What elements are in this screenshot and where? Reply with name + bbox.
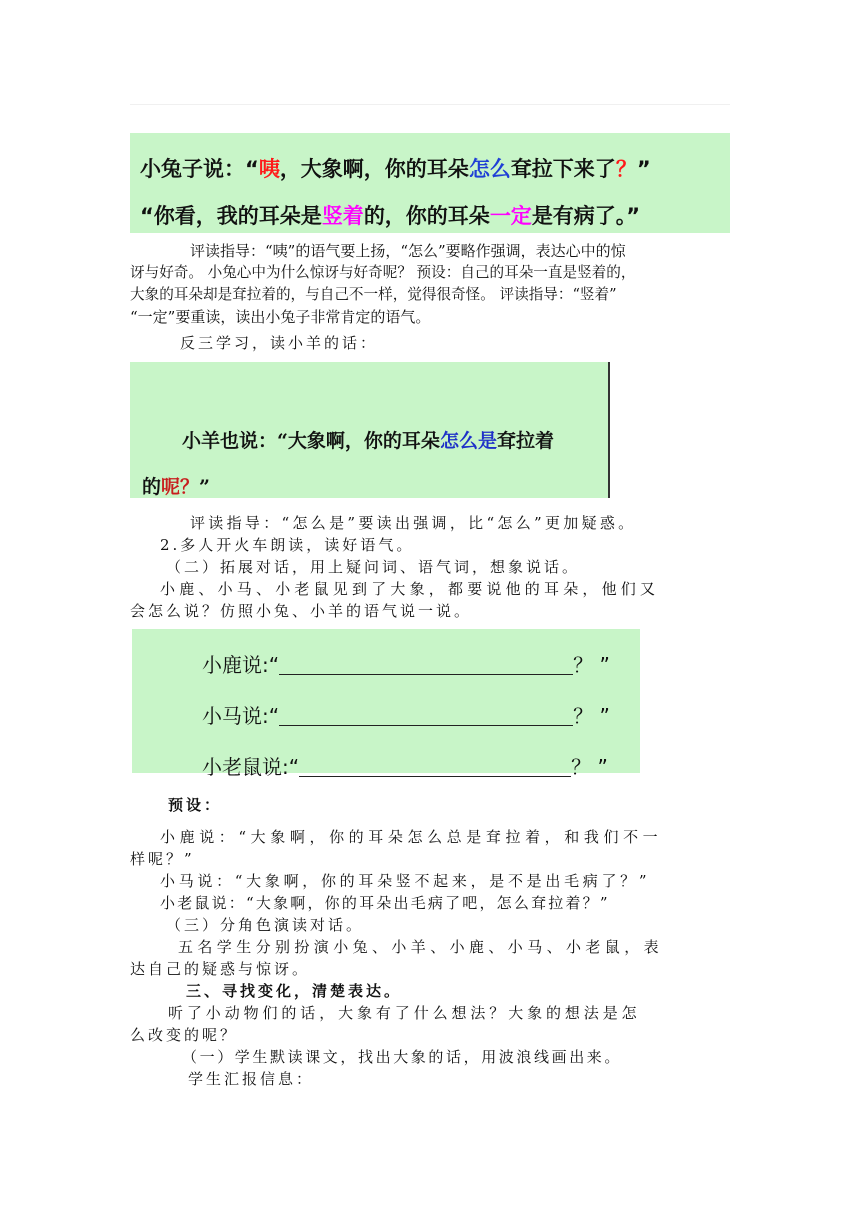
guidance-paragraph-2: 评读指导：“怎么是”要读出强调，比“怎么”更加疑惑。 2.多人开火车朗读，读好语气。 （二）拓展对话，用上疑问词、语气词，想象说话。 小鹿、小马、小老鼠见到了大象，都要说他的耳朵，他们又 会怎么说？仿照小兔、小羊的语气说一说。 xyxy=(130,514,660,620)
deer-line: 小鹿说:“ ？ ” xyxy=(202,653,610,677)
sheep-quote-line-1: 小羊也说：“大象啊，你的耳朵怎么是耷拉着 xyxy=(182,430,554,452)
rabbit-quote-line-2: “你看，我的耳朵是竖着的，你的耳朵一定是有病了。” xyxy=(140,204,641,228)
practice-intro: 反三学习，读小羊的话： xyxy=(180,334,379,352)
sheep-quote-line-2: 的呢？” xyxy=(142,476,210,498)
horse-line: 小马说:“ ？ ” xyxy=(202,704,610,728)
horse-blank xyxy=(279,707,573,726)
preset-heading: 预设： xyxy=(168,796,223,814)
deer-blank xyxy=(279,656,573,675)
fill-in-panel xyxy=(132,629,640,779)
sheep-quote-panel xyxy=(130,362,610,498)
rabbit-quote-panel xyxy=(130,133,730,233)
mouse-line: 小老鼠说:“ ？ ” xyxy=(202,755,608,779)
mouse-blank xyxy=(299,758,571,777)
preset-answers: 预设： 小鹿说：“大象啊，你的耳朵怎么总是耷拉着，和我们不一 样呢？” 小马说：“大象啊，你的耳朵竖不起来，是不是出毛病了？” 小老鼠说：“大象啊，你的耳朵出毛病了吧，怎么耷拉着？” （三）分角色演读对话。 五名学生分别扮演小兔、小羊、小鹿、小马、小老鼠，表 达自己的疑惑与惊讶。 三、寻找变化，清楚表达。 听了小动物们的话，大象有了什么想法？大象的想法是怎 么改变的呢？ （一）学生默读课文，找出大象的话，用波浪线画出来。 学生汇报信息： xyxy=(130,794,730,1090)
section-three-heading: 三、寻找变化，清楚表达。 xyxy=(186,982,403,1000)
top-rule xyxy=(130,104,730,105)
rabbit-quote-line-1: 小兔子说：“咦，大象啊，你的耳朵怎么耷拉下来了？” xyxy=(140,157,651,181)
guidance-paragraph-1: 评读指导：“咦”的语气要上扬，“怎么”要略作强调，表达心中的惊 讶与好奇。 小兔心中为什么惊讶与好奇呢？ 预设：自己的耳朵一直是竖着的， 大象的耳朵却是耷拉着的，与自己不一样，觉得很奇怪。 评读指导：“竖着” “一定”要重读，读出小兔子非常肯定的语气。 xyxy=(130,242,636,326)
